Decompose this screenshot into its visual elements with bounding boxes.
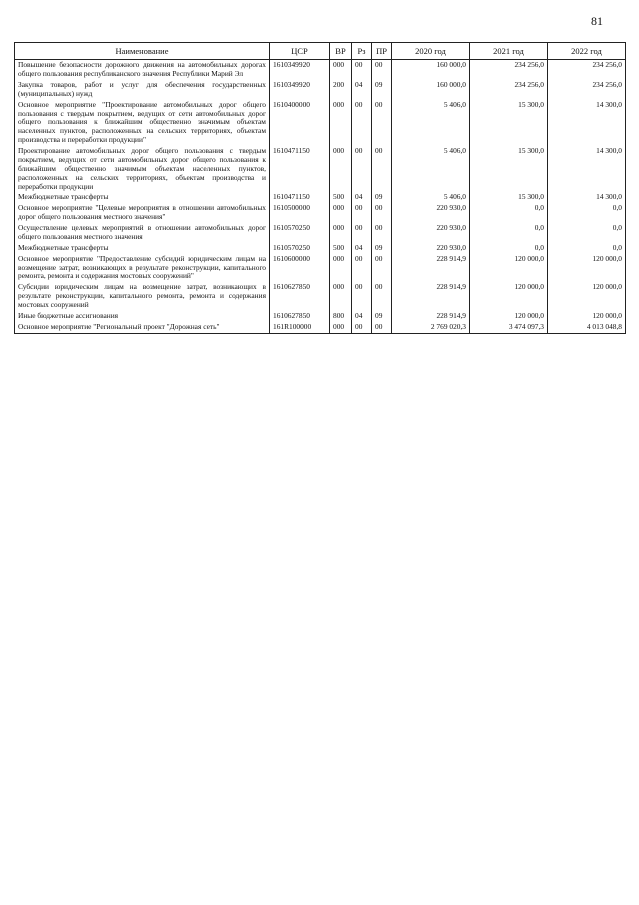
row-name: Осуществление целевых мероприятий в отношении автомобильных дорог общего пользования местного значения	[15, 223, 270, 243]
row-pr: 00	[372, 146, 392, 192]
row-2022: 120 000,0	[548, 311, 626, 322]
row-vr: 000	[330, 223, 352, 243]
row-csr: 1610627850	[270, 282, 330, 311]
row-vr: 000	[330, 146, 352, 192]
row-rz: 00	[352, 60, 372, 80]
row-pr: 00	[372, 100, 392, 146]
row-csr: 1610570250	[270, 223, 330, 243]
row-2022: 0,0	[548, 223, 626, 243]
row-rz: 00	[352, 146, 372, 192]
row-2022: 4 013 048,8	[548, 322, 626, 333]
row-pr: 00	[372, 203, 392, 223]
header-2022: 2022 год	[548, 43, 626, 60]
row-2022: 234 256,0	[548, 80, 626, 100]
row-2021: 234 256,0	[470, 80, 548, 100]
row-rz: 00	[352, 100, 372, 146]
row-name: Основное мероприятие "Целевые мероприятия в отношении автомобильных дорог общего пользования местного значения"	[15, 203, 270, 223]
row-name: Повышение безопасности дорожного движения на автомобильных дорогах общего пользования республиканского значения Республики Марий Эл	[15, 60, 270, 80]
row-2020: 220 930,0	[392, 223, 470, 243]
row-2020: 5 406,0	[392, 192, 470, 203]
row-name: Межбюджетные трансферты	[15, 192, 270, 203]
table-row	[15, 100, 626, 146]
row-csr: 1610471150	[270, 192, 330, 203]
row-2020: 228 914,9	[392, 311, 470, 322]
row-2021: 15 300,0	[470, 100, 548, 146]
table-header-row	[15, 43, 626, 60]
row-2021: 3 474 097,3	[470, 322, 548, 333]
row-csr: 1610471150	[270, 146, 330, 192]
row-2020: 5 406,0	[392, 100, 470, 146]
header-2021: 2021 год	[470, 43, 548, 60]
row-2021: 15 300,0	[470, 192, 548, 203]
row-2021: 120 000,0	[470, 311, 548, 322]
row-pr: 00	[372, 254, 392, 283]
budget-table	[14, 42, 626, 334]
row-rz: 04	[352, 311, 372, 322]
row-csr: 1610349920	[270, 60, 330, 80]
table-row	[15, 311, 626, 322]
header-vr: ВР	[330, 43, 352, 60]
row-vr: 200	[330, 80, 352, 100]
row-vr: 000	[330, 60, 352, 80]
row-2020: 5 406,0	[392, 146, 470, 192]
row-2022: 0,0	[548, 203, 626, 223]
row-pr: 09	[372, 192, 392, 203]
table-row	[15, 243, 626, 254]
row-pr: 00	[372, 223, 392, 243]
row-csr: 1610627850	[270, 311, 330, 322]
row-pr: 09	[372, 243, 392, 254]
row-name: Закупка товаров, работ и услуг для обеспечения государственных (муниципальных) нужд	[15, 80, 270, 100]
row-rz: 04	[352, 80, 372, 100]
row-rz: 00	[352, 223, 372, 243]
row-csr: 161R100000	[270, 322, 330, 333]
row-2021: 234 256,0	[470, 60, 548, 80]
row-2022: 14 300,0	[548, 192, 626, 203]
row-name: Основное мероприятие "Предоставление субсидий юридическим лицам на возмещение затрат, возникающих в результате реконструкции, капитального ремонта, ремонта и содержания мостовых сооружений"	[15, 254, 270, 283]
table-row	[15, 254, 626, 283]
row-2021: 120 000,0	[470, 254, 548, 283]
row-rz: 04	[352, 192, 372, 203]
row-name: Основное мероприятие "Проектирование автомобильных дорог общего пользования с твердым покрытием, ведущих от сети автомобильных дорог общего пользования к ближайшим общественно значимым объектам населенных пунктов, расположенных на сельских территориях, объектам производства и переработки продукции"	[15, 100, 270, 146]
row-2021: 0,0	[470, 223, 548, 243]
page-number: 81	[591, 14, 603, 28]
row-name: Основное мероприятие "Региональный проект "Дорожная сеть"	[15, 322, 270, 333]
row-pr: 09	[372, 80, 392, 100]
row-2021: 15 300,0	[470, 146, 548, 192]
row-csr: 1610600000	[270, 254, 330, 283]
table-row	[15, 282, 626, 311]
table-row	[15, 192, 626, 203]
row-2022: 14 300,0	[548, 146, 626, 192]
table-row	[15, 146, 626, 192]
row-vr: 500	[330, 192, 352, 203]
table-row	[15, 203, 626, 223]
row-csr: 1610500000	[270, 203, 330, 223]
row-csr: 1610349920	[270, 80, 330, 100]
table-row	[15, 80, 626, 100]
row-2020: 160 000,0	[392, 60, 470, 80]
row-vr: 000	[330, 100, 352, 146]
row-name: Субсидии юридическим лицам на возмещение затрат, возникающих в результате реконструкции, капитального ремонта, ремонта и содержания мостовых сооружений	[15, 282, 270, 311]
row-rz: 04	[352, 243, 372, 254]
row-2021: 0,0	[470, 243, 548, 254]
header-rz: Рз	[352, 43, 372, 60]
header-name: Наименование	[15, 43, 270, 60]
row-2022: 120 000,0	[548, 254, 626, 283]
row-2021: 120 000,0	[470, 282, 548, 311]
row-name: Межбюджетные трансферты	[15, 243, 270, 254]
row-2022: 234 256,0	[548, 60, 626, 80]
row-2022: 14 300,0	[548, 100, 626, 146]
row-pr: 00	[372, 60, 392, 80]
row-vr: 000	[330, 254, 352, 283]
row-pr: 00	[372, 322, 392, 333]
row-name: Иные бюджетные ассигнования	[15, 311, 270, 322]
header-csr: ЦСР	[270, 43, 330, 60]
table-row	[15, 322, 626, 333]
row-rz: 00	[352, 322, 372, 333]
row-rz: 00	[352, 254, 372, 283]
row-2020: 228 914,9	[392, 282, 470, 311]
row-rz: 00	[352, 282, 372, 311]
row-2020: 160 000,0	[392, 80, 470, 100]
table-row	[15, 60, 626, 80]
row-2020: 220 930,0	[392, 203, 470, 223]
row-2020: 2 769 020,3	[392, 322, 470, 333]
row-2020: 220 930,0	[392, 243, 470, 254]
row-vr: 000	[330, 282, 352, 311]
row-vr: 000	[330, 203, 352, 223]
row-2022: 120 000,0	[548, 282, 626, 311]
row-2022: 0,0	[548, 243, 626, 254]
row-name: Проектирование автомобильных дорог общего пользования с твердым покрытием, ведущих от сети автомобильных дорог общего пользования к ближайшим общественно значимым объектам населенных пунктов, расположенных на сельских территориях, объектам производства и переработки продукции	[15, 146, 270, 192]
header-pr: ПР	[372, 43, 392, 60]
row-pr: 00	[372, 282, 392, 311]
row-pr: 09	[372, 311, 392, 322]
header-2020: 2020 год	[392, 43, 470, 60]
row-vr: 000	[330, 322, 352, 333]
row-csr: 1610400000	[270, 100, 330, 146]
row-2021: 0,0	[470, 203, 548, 223]
table-row	[15, 223, 626, 243]
row-2020: 228 914,9	[392, 254, 470, 283]
row-rz: 00	[352, 203, 372, 223]
row-vr: 500	[330, 243, 352, 254]
row-csr: 1610570250	[270, 243, 330, 254]
row-vr: 800	[330, 311, 352, 322]
